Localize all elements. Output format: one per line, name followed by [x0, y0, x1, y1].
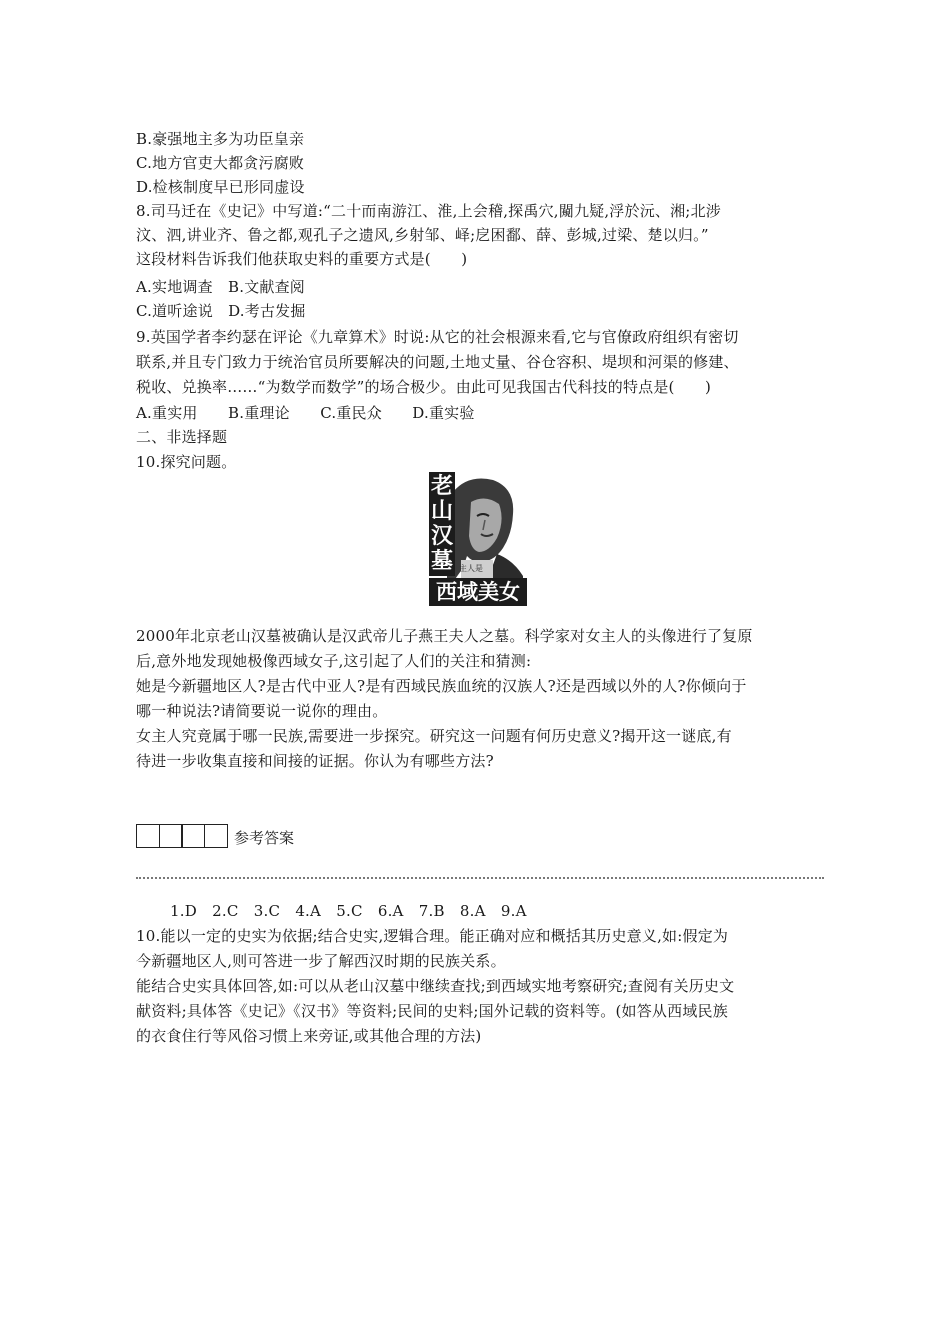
- answer-boxes: [136, 824, 226, 848]
- answer-box: [181, 824, 205, 848]
- material-line-4: 哪一种说法?请简要说一说你的理由。: [136, 702, 388, 720]
- question-9-line-3: 税收、兑换率……“为数学而数学”的场合极少。由此可见我国古代科技的特点是( ): [136, 378, 712, 396]
- question-8-options-ab: A.实地调查 B.文献查阅: [136, 278, 305, 296]
- question-9-line-1: 9.英国学者李约瑟在评论《九章算术》时说:从它的社会根源来看,它与官僚政府组织有密切: [136, 328, 739, 346]
- answer-key-label: 参考答案: [234, 829, 295, 847]
- figure-subtitle: 主人是: [459, 564, 483, 573]
- answer-10-line-3: 能结合史实具体回答,如:可以从老山汉墓中继续查找;到西域实地考察研究;查阅有关历史文: [136, 977, 735, 995]
- section-heading: 二、非选择题: [136, 428, 228, 446]
- answer-box: [136, 824, 160, 848]
- question-9-line-2: 联系,并且专门致力于统治官员所要解决的问题,土地丈量、谷仓容积、堤坝和河渠的修建、: [136, 353, 739, 371]
- dotted-divider: [136, 877, 824, 879]
- material-line-5: 女主人究竟属于哪一民族,需要进一步探究。研究这一问题有何历史意义?揭开这一谜底,有: [136, 727, 732, 745]
- question-8-options-cd: C.道听途说 D.考古发掘: [136, 302, 306, 320]
- material-line-1: 2000年北京老山汉墓被确认是汉武帝儿子燕王夫人之墓。科学家对女主人的头像进行了复原: [136, 627, 753, 645]
- question-d-option: D.检核制度早已形同虚设: [136, 178, 305, 196]
- question-c-option: C.地方官吏大都贪污腐败: [136, 154, 305, 172]
- material-line-2: 后,意外地发现她极像西域女子,这引起了人们的关注和猜测:: [136, 652, 532, 670]
- answer-key-choices: 1.D 2.C 3.C 4.A 5.C 6.A 7.B 8.A 9.A: [170, 902, 527, 920]
- answer-box: [204, 824, 228, 848]
- question-8-line-3: 这段材料告诉我们他获取史料的重要方式是( ): [136, 250, 468, 268]
- answer-10-line-5: 的衣食住行等风俗习惯上来旁证,或其他合理的方法): [136, 1027, 482, 1045]
- question-9-options: A.重实用 B.重理论 C.重民众 D.重实验: [136, 404, 475, 422]
- material-line-3: 她是今新疆地区人?是古代中亚人?是有西域民族血统的汉族人?还是西域以外的人?你倾向于: [136, 677, 747, 695]
- question-10-title: 10.探究问题。: [136, 453, 237, 471]
- question-b-option: B.豪强地主多为功臣皇亲: [136, 130, 305, 148]
- answer-10-line-2: 今新疆地区人,则可答进一步了解西汉时期的民族关系。: [136, 952, 506, 970]
- figure-title-vertical: 老山汉墓: [430, 474, 453, 574]
- answer-box: [159, 824, 183, 848]
- question-8-line-1: 8.司马迁在《史记》中写道:“二十而南游江、淮,上会稽,探禹穴,闚九疑,浮於沅、湘;北涉: [136, 202, 721, 220]
- question-8-line-2: 汶、泗,讲业齐、鲁之都,观孔子之遗风,乡射邹、峄;戹困鄱、薛、彭城,过梁、楚以归。”: [136, 226, 709, 244]
- answer-10-line-4: 献资料;具体答《史记》《汉书》等资料;民间的史料;国外记载的资料等。(如答从西域民族: [136, 1002, 728, 1020]
- laoshan-tomb-portrait-image: [423, 472, 528, 608]
- answer-10-line-1: 10.能以一定的史实为依据;结合史实,逻辑合理。能正确对应和概括其历史意义,如:假定为: [136, 927, 729, 945]
- material-line-6: 待进一步收集直接和间接的证据。你认为有哪些方法?: [136, 752, 494, 770]
- figure-banner-text: 西域美女: [436, 580, 520, 604]
